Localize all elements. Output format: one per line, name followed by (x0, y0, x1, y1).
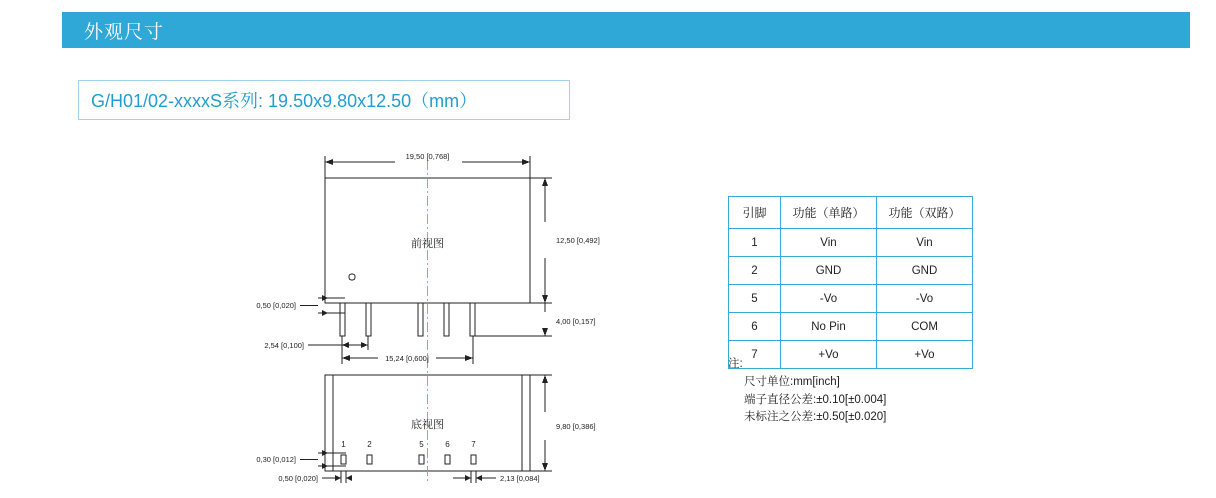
dim-pad-width: 0,50 [0,020] (278, 474, 318, 483)
dim-width-top: 19,50 [0,768] (405, 152, 450, 161)
notes-block (728, 356, 886, 427)
cell-pin: 1 (729, 229, 781, 257)
series-subtitle-box (78, 80, 570, 120)
cell-pin: 5 (729, 285, 781, 313)
dim-pad-gap: 2,13 [0,084] (500, 474, 540, 483)
cell-single: Vin (781, 229, 877, 257)
pin-function-table (728, 196, 973, 369)
page-title: 外观尺寸 (84, 21, 165, 43)
pin-function-table-wrap (728, 196, 973, 369)
cell-pin: 7 (729, 341, 781, 369)
pin-number-6: 6 (445, 440, 450, 449)
cell-dual: GND (877, 257, 973, 285)
table-header-single: 功能（单路） (781, 197, 877, 229)
dim-pad-thickness: 0,30 [0,012] (256, 455, 296, 464)
cell-single: +Vo (781, 341, 877, 369)
cell-pin: 6 (729, 313, 781, 341)
dim-depth-right: 9,80 [0,386] (556, 422, 596, 431)
table-row (729, 285, 973, 313)
table-header-row (729, 197, 973, 229)
dim-height-right: 12,50 [0,492] (556, 236, 600, 245)
section-header-band (62, 12, 1190, 48)
notes-title: 注: (728, 358, 743, 370)
series-subtitle-label: G/H01/02-xxxxS系列: 19.50x9.80x12.50（mm） (91, 91, 478, 111)
cell-pin: 2 (729, 257, 781, 285)
dim-pin-height: 4,00 [0,157] (556, 317, 596, 326)
dim-span: 15,24 [0,600] (385, 354, 429, 363)
front-view-label: 前视图 (411, 238, 444, 250)
cell-dual: COM (877, 313, 973, 341)
pin-number-7: 7 (471, 440, 476, 449)
cell-dual: Vin (877, 229, 973, 257)
cell-single: -Vo (781, 285, 877, 313)
pin-number-5: 5 (419, 440, 424, 449)
table-row (729, 229, 973, 257)
notes-line-terminal-tolerance: 端子直径公差:±0.10[±0.004] (744, 393, 887, 406)
cell-dual: -Vo (877, 285, 973, 313)
dim-pin-width-left: 0,50 [0,020] (256, 301, 296, 310)
table-row (729, 257, 973, 285)
dim-pitch: 2,54 [0,100] (264, 341, 304, 350)
cell-dual: +Vo (877, 341, 973, 369)
bottom-view-label: 底视图 (411, 419, 444, 431)
notes-line-general-tolerance: 未标注之公差:±0.50[±0.020] (744, 411, 887, 424)
cell-single: No Pin (781, 313, 877, 341)
table-row (729, 313, 973, 341)
notes-line-unit: 尺寸单位:mm[inch] (744, 375, 840, 388)
cell-single: GND (781, 257, 877, 285)
table-header-dual: 功能（双路） (877, 197, 973, 229)
pin-number-2: 2 (367, 440, 372, 449)
pin-number-1: 1 (341, 440, 346, 449)
mechanical-drawing (200, 140, 620, 485)
table-header-pin: 引脚 (729, 197, 781, 229)
